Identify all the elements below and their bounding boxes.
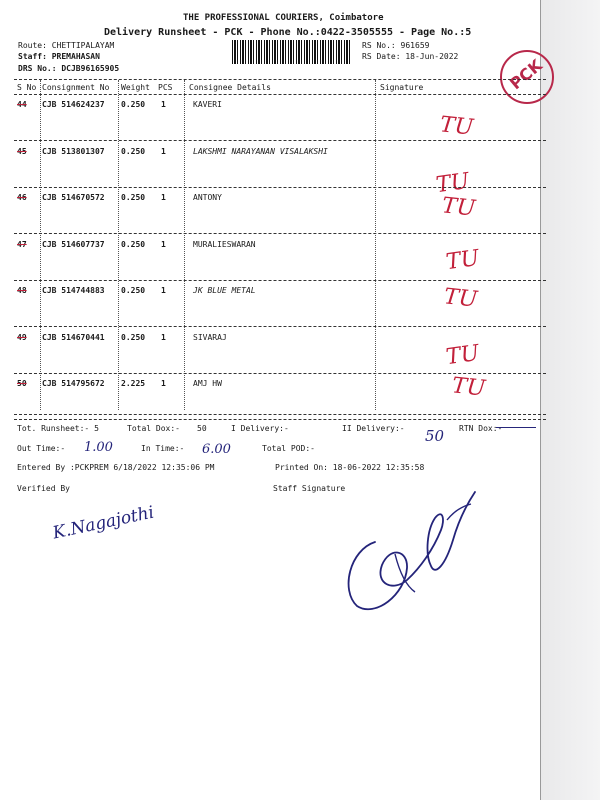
row-signature-handwritten: TU bbox=[434, 168, 471, 198]
tot-runsheet: Tot. Runsheet:- 5 bbox=[17, 424, 99, 433]
footer-rule bbox=[14, 414, 546, 415]
row-sno: 45 bbox=[17, 146, 27, 156]
col-consignment: Consignment No bbox=[42, 83, 110, 92]
row-separator bbox=[14, 187, 546, 188]
route-label: Route: bbox=[18, 41, 47, 50]
divider-consignment bbox=[118, 80, 119, 410]
verified-by-label: Verified By bbox=[17, 484, 70, 493]
row-signature-handwritten: TU bbox=[442, 284, 479, 313]
row-separator bbox=[14, 326, 546, 327]
row-signature-handwritten: TU bbox=[444, 340, 481, 370]
row-signature-handwritten: TU bbox=[444, 245, 481, 275]
drs-row bbox=[18, 64, 119, 73]
rs-date-label: RS Date: bbox=[362, 52, 401, 61]
row-sno: 48 bbox=[17, 286, 27, 295]
runsheet-title: Delivery Runsheet - PCK - Phone No.:0422-3505555 - Page No.:5 bbox=[104, 27, 472, 38]
barcode-image bbox=[232, 40, 352, 64]
rs-no-value: 961659 bbox=[400, 41, 430, 50]
row-consignee: MURALIESWARAN bbox=[193, 239, 256, 249]
col-consignee: Consignee Details bbox=[189, 83, 271, 92]
row-separator bbox=[14, 233, 546, 234]
in-time-handwritten: 6.00 bbox=[202, 442, 231, 457]
row-consignment: CJB 514607737 bbox=[42, 239, 105, 249]
route-value: CHETTIPALAYAM bbox=[51, 41, 115, 50]
divider-pcs bbox=[184, 80, 185, 410]
row-signature-handwritten: TU bbox=[440, 193, 477, 222]
row-signature-handwritten: TU bbox=[438, 112, 475, 141]
row-pcs: 1 bbox=[161, 193, 166, 202]
row-sno: 46 bbox=[17, 193, 27, 202]
row-consignee: JK BLUE METAL bbox=[193, 286, 256, 295]
row-sno: 44 bbox=[17, 100, 27, 109]
row-pcs: 1 bbox=[161, 146, 166, 156]
pck-stamp-text: PCK bbox=[506, 55, 546, 94]
row-sno: 49 bbox=[17, 332, 27, 342]
row-weight: 2.225 bbox=[121, 379, 146, 388]
row-sno: 47 bbox=[17, 239, 27, 249]
row-consignment: CJB 514624237 bbox=[42, 100, 105, 109]
row-consignment: CJB 514744883 bbox=[42, 286, 105, 295]
staff-value: PREMAHASAN bbox=[51, 52, 100, 61]
col-pcs: PCS bbox=[158, 83, 173, 92]
row-weight: 0.250 bbox=[121, 100, 146, 109]
row-separator bbox=[14, 140, 546, 141]
row-weight: 0.250 bbox=[121, 239, 146, 249]
total-pod-label: Total POD:- bbox=[262, 444, 315, 453]
total-dox-label: Total Dox:- bbox=[127, 424, 180, 433]
row-pcs: 1 bbox=[161, 239, 166, 249]
col-signature: Signature bbox=[380, 83, 424, 92]
rtn-dox-mark bbox=[496, 427, 536, 428]
in-time-label: In Time:- bbox=[141, 444, 185, 453]
total-dox-value: 50 bbox=[197, 424, 207, 433]
pck-stamp bbox=[500, 50, 554, 104]
staff-label: Staff: bbox=[18, 52, 47, 61]
header-top-rule bbox=[14, 79, 546, 80]
drs-label: DRS No.: bbox=[18, 64, 57, 73]
row-weight: 0.250 bbox=[121, 332, 146, 342]
divider-consignee bbox=[375, 80, 376, 410]
row-consignee: ANTONY bbox=[193, 193, 222, 202]
row-consignment: CJB 513801307 bbox=[42, 146, 105, 156]
out-time-label: Out Time:- bbox=[17, 444, 66, 453]
rs-no-label: RS No.: bbox=[362, 41, 396, 50]
company-title: THE PROFESSIONAL COURIERS, Coimbatore bbox=[183, 13, 384, 23]
out-time-handwritten: 1.00 bbox=[84, 440, 113, 455]
row-weight: 0.250 bbox=[121, 146, 146, 156]
row-signature-handwritten: TU bbox=[450, 373, 487, 402]
staff-row bbox=[18, 52, 100, 61]
route-row bbox=[18, 41, 114, 50]
row-pcs: 1 bbox=[161, 100, 166, 109]
staff-signature-scribble bbox=[335, 480, 485, 615]
row-separator bbox=[14, 419, 546, 420]
printed-on: Printed On: 18-06-2022 12:35:58 bbox=[275, 463, 425, 472]
divider-sno bbox=[40, 80, 41, 410]
row-consignee: SIVARAJ bbox=[193, 332, 227, 342]
row-consignment: CJB 514670572 bbox=[42, 193, 105, 202]
staff-signature-label: Staff Signature bbox=[273, 484, 346, 493]
i-delivery-label: I Delivery:- bbox=[231, 424, 289, 433]
ii-delivery-handwritten: 50 bbox=[425, 427, 445, 445]
rtn-dox-label: RTN Dox:- bbox=[459, 424, 503, 433]
col-weight: Weight bbox=[121, 83, 150, 92]
rs-date-value: 18-Jun-2022 bbox=[405, 52, 459, 61]
row-consignee: AMJ HW bbox=[193, 379, 222, 388]
ii-delivery-label: II Delivery:- bbox=[342, 424, 405, 433]
row-consignment: CJB 514670441 bbox=[42, 332, 105, 342]
verifier-signature: K.Nagajothi bbox=[51, 502, 156, 544]
rs-no-row bbox=[362, 41, 429, 50]
row-pcs: 1 bbox=[161, 332, 166, 342]
row-pcs: 1 bbox=[161, 379, 166, 388]
page-edge-shadow bbox=[540, 0, 600, 800]
entered-by: Entered By :PCKPREM 6/18/2022 12:35:06 PM bbox=[17, 463, 215, 472]
col-sno: S No bbox=[17, 83, 37, 92]
row-consignee: KAVERI bbox=[193, 100, 222, 109]
row-sno: 50 bbox=[17, 379, 27, 388]
row-weight: 0.250 bbox=[121, 286, 146, 295]
drs-value: DCJB96165905 bbox=[61, 64, 120, 73]
row-pcs: 1 bbox=[161, 286, 166, 295]
rs-date-row bbox=[362, 52, 458, 61]
row-separator bbox=[14, 280, 546, 281]
row-separator bbox=[14, 373, 546, 374]
row-consignment: CJB 514795672 bbox=[42, 379, 105, 388]
row-weight: 0.250 bbox=[121, 193, 146, 202]
row-consignee: LAKSHMI NARAYANAN VISALAKSHI bbox=[193, 146, 328, 156]
header-bottom-rule bbox=[14, 94, 546, 95]
